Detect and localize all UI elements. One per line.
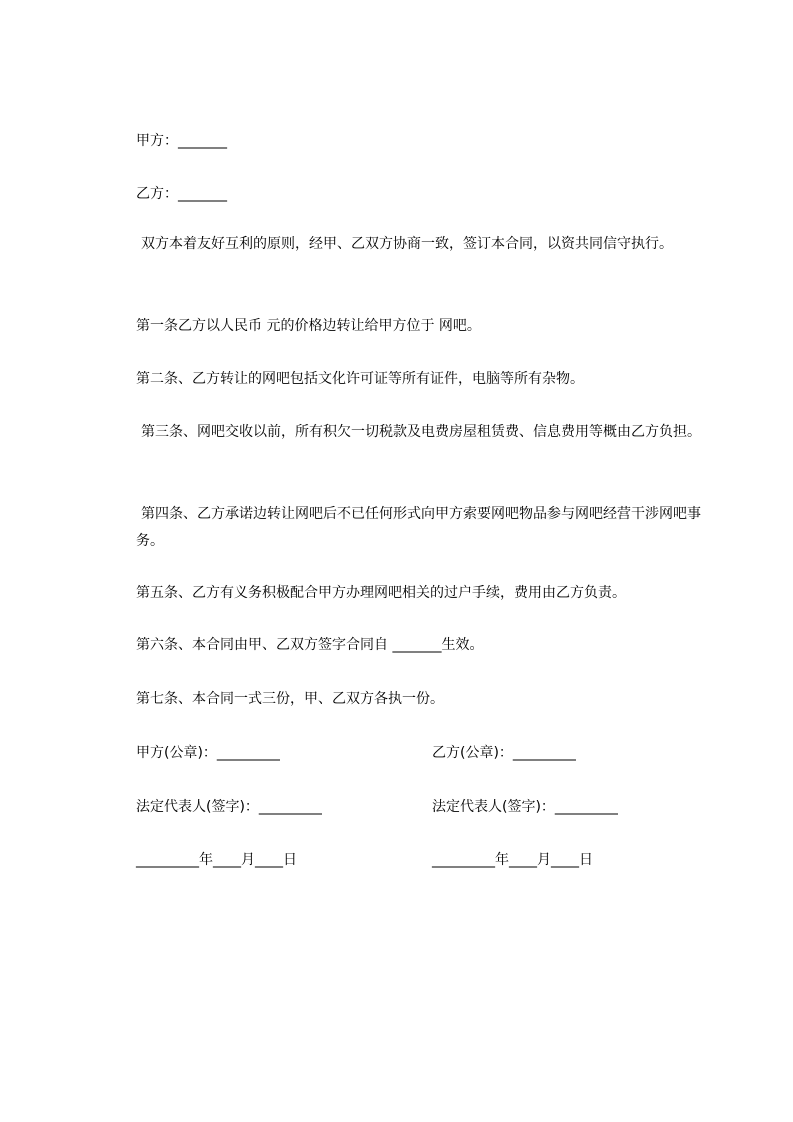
clause-4: 第四条、乙方承诺边转让网吧后不已任何形式向甲方索要网吧物品参与网吧经营干涉网吧事务。 xyxy=(136,506,701,549)
party-a-date-field: _________年____月____日 xyxy=(136,852,297,868)
party-a-rep-field: 法定代表人(签字)：_________ xyxy=(136,799,322,815)
intro-paragraph: 双方本着友好互利的原则，经甲、乙双方协商一致，签订本合同，以资共同信守执行。 xyxy=(141,236,673,252)
party-b-rep-field: 法定代表人(签字)：_________ xyxy=(432,799,618,815)
clause-5: 第五条、乙方有义务积极配合甲方办理网吧相关的过户手续，费用由乙方负责。 xyxy=(136,585,626,601)
clause-3: 第三条、网吧交收以前，所有积欠一切税款及电费房屋租赁费、信息费用等概由乙方负担。 xyxy=(141,424,701,440)
party-b-date-field: _________年____月____日 xyxy=(432,852,593,868)
clause-6: 第六条、本合同由甲、乙双方签字合同自 _______生效。 xyxy=(136,637,484,653)
party-b-line: 乙方：_______ xyxy=(136,186,227,202)
party-a-line: 甲方：_______ xyxy=(136,133,227,149)
clause-1: 第一条乙方以人民币 元的价格边转让给甲方位于 网吧。 xyxy=(136,318,481,334)
clause-7: 第七条、本合同一式三份，甲、乙双方各执一份。 xyxy=(136,691,444,707)
clause-2: 第二条、乙方转让的网吧包括文化许可证等所有证件，电脑等所有杂物。 xyxy=(136,371,584,387)
party-a-seal-field: 甲方(公章)：_________ xyxy=(136,745,280,761)
party-b-seal-field: 乙方(公章)：_________ xyxy=(432,745,576,761)
